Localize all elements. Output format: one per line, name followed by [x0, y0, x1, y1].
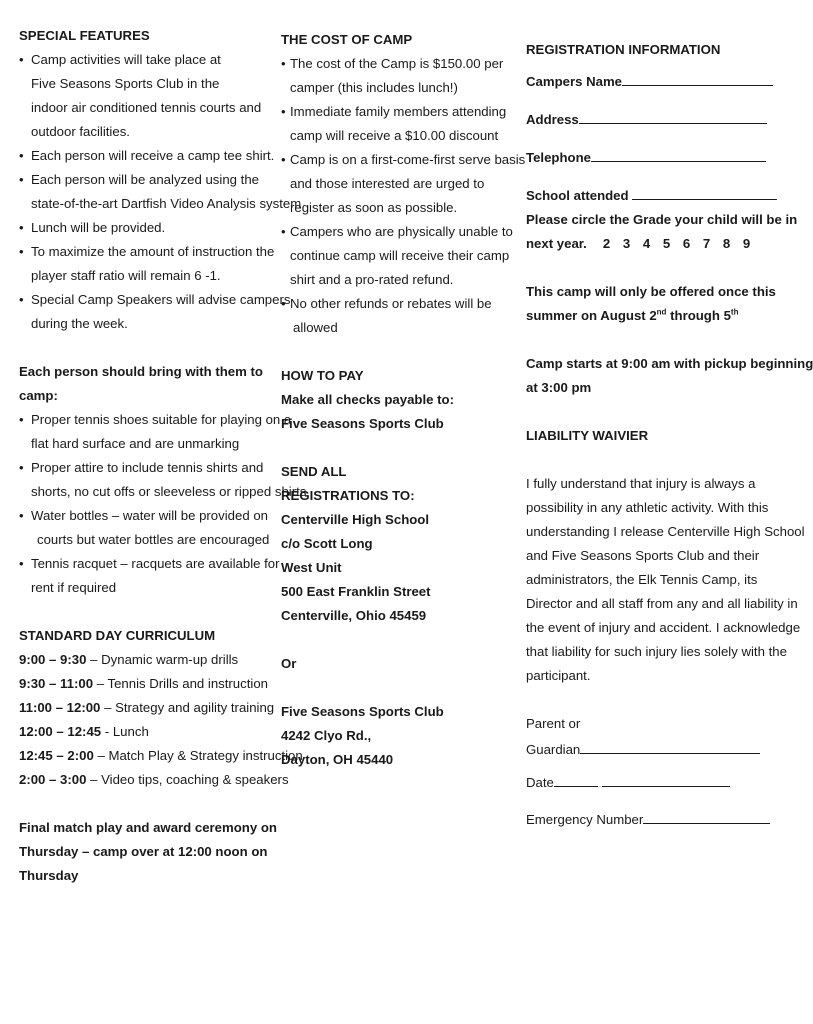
- schedule-activity: – Video tips, coaching & speakers: [86, 772, 289, 787]
- grade-row: [526, 232, 762, 256]
- waiver-line: understanding I release Centerville High School: [526, 524, 805, 539]
- list-item: • To maximize the amount of instruction the: [19, 240, 261, 264]
- cost-heading: THE COST OF CAMP: [281, 32, 413, 47]
- schedule-activity: – Tennis Drills and instruction: [93, 676, 269, 691]
- list-item: Five Seasons Sports Club in the: [31, 76, 220, 91]
- date-row: [526, 769, 762, 795]
- list-item: camp will receive a $10.00 discount: [290, 128, 499, 143]
- waiver-line: Director and all staff from any and all liability in: [526, 596, 798, 611]
- column-special-features: [19, 24, 307, 888]
- campers-name-field[interactable]: [622, 68, 773, 86]
- schedule-time: 9:00 – 9:30: [19, 652, 87, 667]
- grade-option[interactable]: 2: [602, 236, 611, 251]
- list-item: • Water bottles – water will be provided on: [19, 504, 261, 528]
- ordinal-suffix: nd: [656, 307, 667, 317]
- alternate-address: [281, 700, 503, 772]
- schedule-time: 9:30 – 11:00: [19, 676, 94, 691]
- grade-option[interactable]: 4: [642, 236, 651, 251]
- schedule-time: 12:45 – 2:00: [19, 748, 94, 763]
- camp-pickup-time: at 3:00 pm: [526, 380, 592, 395]
- list-item: • Lunch will be provided.: [19, 216, 261, 240]
- list-item: courts but water bottles are encouraged: [37, 532, 270, 547]
- list-item: • Immediate family members attending: [281, 100, 503, 124]
- schedule-time: 11:00 – 12:00: [19, 700, 101, 715]
- list-item: flat hard surface and are unmarking: [31, 436, 240, 451]
- grade-option[interactable]: 7: [702, 236, 711, 251]
- waiver-heading: LIABILITY WAIVIER: [526, 428, 649, 443]
- list-item: • No other refunds or rebates will be: [281, 292, 503, 316]
- school-field[interactable]: [632, 182, 777, 200]
- bring-heading-cont: camp:: [19, 388, 58, 403]
- send-heading-cont: REGISTRATIONS TO:: [281, 488, 415, 503]
- address-field[interactable]: [579, 106, 767, 124]
- address-line: c/o Scott Long: [281, 536, 373, 551]
- waiver-line: the event of injury and accident. I acknowledge: [526, 620, 801, 635]
- pay-heading: HOW TO PAY: [281, 368, 364, 383]
- campers-name-row: [526, 68, 762, 94]
- schedule-row: [19, 696, 275, 720]
- address-line: Dayton, OH 45440: [281, 752, 394, 767]
- final-line: Thursday: [19, 868, 79, 883]
- list-item: • Camp is on a first-come-first serve basis: [281, 148, 503, 172]
- list-item: • Each person will receive a camp tee shirt.: [19, 144, 261, 168]
- waiver-line: administrators, the Elk Tennis Camp, its: [526, 572, 758, 587]
- parent-label: Parent or: [526, 716, 581, 731]
- grade-option[interactable]: 8: [722, 236, 731, 251]
- schedule-time: 12:00 – 12:45: [19, 724, 102, 739]
- schedule-row: [19, 648, 261, 672]
- campers-name-label: Campers Name: [526, 74, 623, 89]
- list-item: shorts, no cut offs or sleeveless or ripped shirts: [31, 484, 307, 499]
- emergency-number-field[interactable]: [643, 806, 770, 824]
- schedule-activity: – Dynamic warm-up drills: [86, 652, 239, 667]
- date-label: Date: [526, 775, 554, 790]
- address-line: West Unit: [281, 560, 342, 575]
- telephone-label: Telephone: [526, 150, 591, 165]
- waiver-line: participant.: [526, 668, 591, 683]
- schedule-activity: – Strategy and agility training: [100, 700, 275, 715]
- grade-prompt-cont: next year.: [526, 236, 587, 251]
- special-features-heading: SPECIAL FEATURES: [19, 28, 150, 43]
- list-item: register as soon as possible.: [290, 200, 458, 215]
- address-row: [526, 106, 762, 132]
- list-item: • Each person will be analyzed using the: [19, 168, 261, 192]
- list-item: allowed: [293, 320, 338, 335]
- schedule-activity: - Lunch: [101, 724, 149, 739]
- waiver-line: I fully understand that injury is always a: [526, 476, 756, 491]
- schedule-row: [19, 720, 261, 744]
- column-registration: [526, 38, 813, 832]
- list-item: shirt and a pro-rated refund.: [290, 272, 454, 287]
- curriculum-heading: STANDARD DAY CURRICULUM: [19, 628, 216, 643]
- address-line: Centerville High School: [281, 512, 430, 527]
- grade-option[interactable]: 5: [662, 236, 671, 251]
- waiver-line: possibility in any athletic activity. With this: [526, 500, 769, 515]
- list-item: outdoor facilities.: [31, 124, 130, 139]
- offered-dates-start: summer on August 2: [526, 308, 657, 323]
- schedule-activity: – Match Play & Strategy instruction: [93, 748, 303, 763]
- list-item: • Proper tennis shoes suitable for playing on a: [19, 408, 261, 432]
- schedule-row: [19, 768, 289, 792]
- emergency-row: [526, 806, 762, 832]
- grade-option[interactable]: 3: [622, 236, 631, 251]
- send-heading: SEND ALL: [281, 464, 347, 479]
- ordinal-suffix: th: [730, 307, 739, 317]
- grade-option[interactable]: 9: [742, 236, 751, 251]
- list-item: continue camp will receive their camp: [290, 248, 510, 263]
- camp-start-time: Camp starts at 9:00 am with pickup beginning: [526, 356, 813, 371]
- how-to-pay: [281, 364, 503, 436]
- final-match-note: [19, 816, 277, 888]
- list-item: rent if required: [31, 580, 117, 595]
- school-label: School attended: [526, 188, 629, 203]
- list-item: player staff ratio will remain 6 -1.: [31, 268, 221, 283]
- date-field[interactable]: [554, 769, 598, 787]
- list-item: • Special Camp Speakers will advise campers: [19, 288, 261, 312]
- address-line: Centerville, Ohio 45459: [281, 608, 427, 623]
- offered-dates-end: through 5: [666, 308, 731, 323]
- final-line: Thursday – camp over at 12:00 noon on: [19, 844, 268, 859]
- grade-prompt: Please circle the Grade your child will be in: [526, 212, 798, 227]
- list-item: • Proper attire to include tennis shirts and: [19, 456, 261, 480]
- bring-heading: Each person should bring with them to: [19, 364, 263, 379]
- offered-dates: [526, 304, 762, 328]
- address-line: 500 East Franklin Street: [281, 584, 431, 599]
- waiver-line: and Five Seasons Sports Club and their: [526, 548, 760, 563]
- offered-note: This camp will only be offered once this: [526, 284, 776, 299]
- pay-line: Make all checks payable to:: [281, 392, 454, 407]
- date-field-extra[interactable]: [602, 769, 730, 787]
- address-line: Five Seasons Sports Club: [281, 704, 444, 719]
- list-item: and those interested are urged to: [290, 176, 485, 191]
- or-label: Or: [281, 656, 297, 671]
- bring-list: [19, 408, 307, 600]
- special-features-list: [19, 48, 302, 336]
- list-item: during the week.: [31, 316, 128, 331]
- waiver-line: that liability for such injury lies solely with the: [526, 644, 787, 659]
- school-row: [526, 182, 762, 208]
- list-item: • Campers who are physically unable to: [281, 220, 503, 244]
- grade-option[interactable]: 6: [682, 236, 691, 251]
- list-item: • Camp activities will take place at: [19, 48, 261, 72]
- guardian-signature-field[interactable]: [580, 736, 760, 754]
- list-item: camper (this includes lunch!): [290, 80, 458, 95]
- telephone-field[interactable]: [591, 144, 766, 162]
- telephone-row: [526, 144, 762, 170]
- address-label: Address: [526, 112, 579, 127]
- final-line: Final match play and award ceremony on: [19, 820, 277, 835]
- registration-heading: REGISTRATION INFORMATION: [526, 42, 721, 57]
- send-registrations: [281, 460, 503, 628]
- schedule-time: 2:00 – 3:00: [19, 772, 87, 787]
- list-item: state-of-the-art Dartfish Video Analysis system: [31, 196, 302, 211]
- waiver-text: [526, 472, 805, 688]
- pay-line: Five Seasons Sports Club: [281, 416, 444, 431]
- schedule-row: [19, 672, 269, 696]
- column-cost: [281, 28, 526, 772]
- list-item: indoor air conditioned tennis courts and: [31, 100, 262, 115]
- emergency-label: Emergency Number: [526, 812, 644, 827]
- schedule-row: [19, 744, 303, 768]
- guardian-label: Guardian: [526, 742, 581, 757]
- address-line: 4242 Clyo Rd.,: [281, 728, 372, 743]
- cost-list: [281, 52, 526, 340]
- list-item: • Tennis racquet – racquets are available for: [19, 552, 261, 576]
- guardian-row: [526, 736, 762, 762]
- list-item: • The cost of the Camp is $150.00 per: [281, 52, 503, 76]
